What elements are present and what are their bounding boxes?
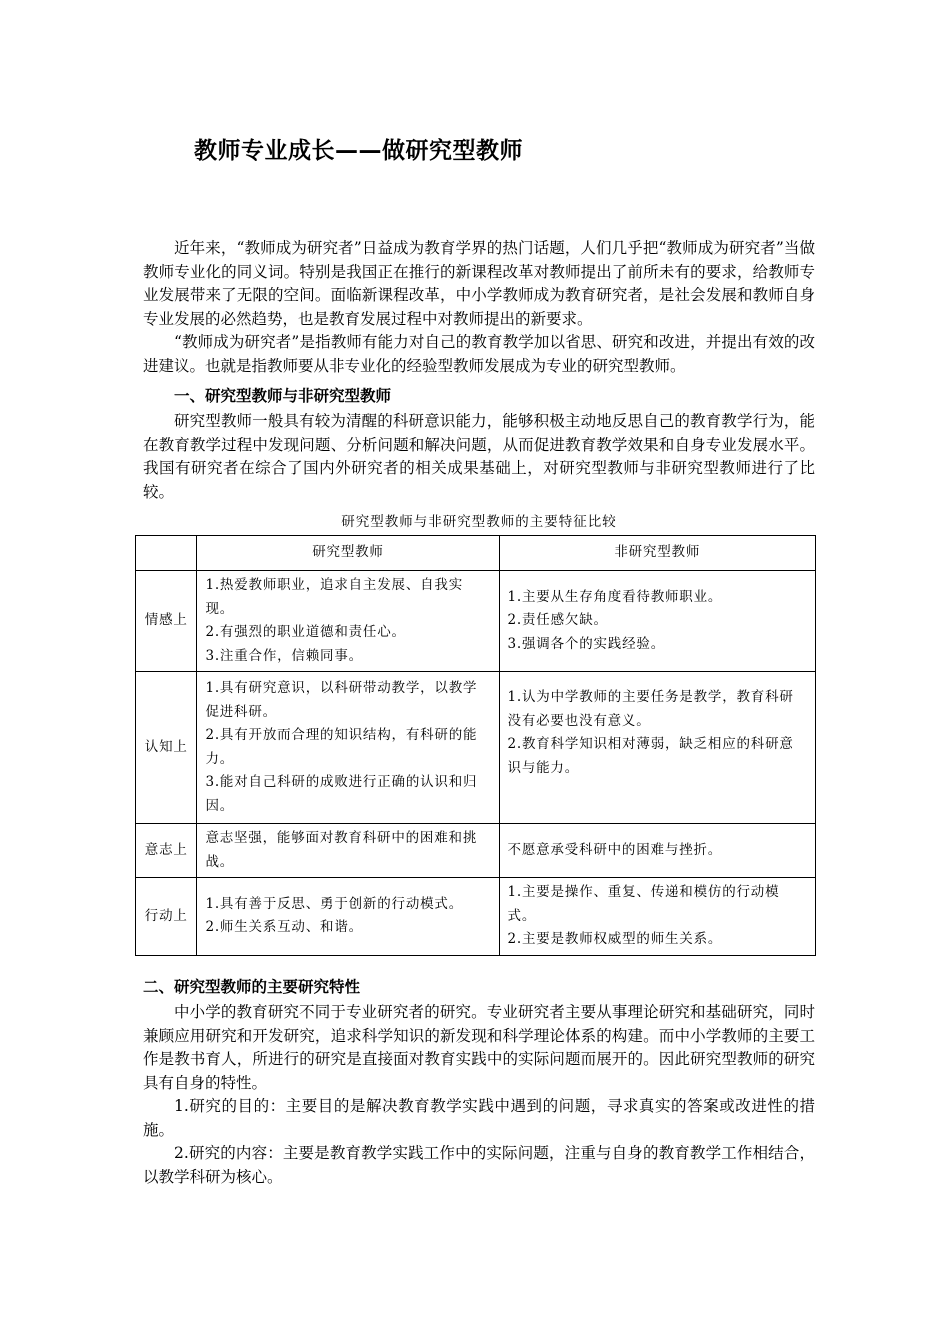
section-2-body — [143, 1001, 815, 1189]
table-header-non-researcher: 非研究型教师 — [499, 536, 815, 571]
non-researcher-cell — [499, 672, 815, 824]
cell-line: 1.热爱教师职业，追求自主发展、自我实现。 — [205, 577, 464, 617]
table-header-researcher: 研究型教师 — [197, 536, 499, 571]
cell-line: 不愿意承受科研中的困难与挫折。 — [507, 841, 723, 858]
section-1-paragraph-1: 研究型教师一般具有较为清醒的科研意识能力，能够积极主动地反思自己的教育教学行为，能在教育教学过程中发现问题、分析问题和解决问题，从而促进教育教学效果和自身专业发展水平。我国有研究者在综合了国内外研究者的相关成果基础上，对研究型教师与非研究型教师进行了比较。 — [143, 412, 815, 501]
researcher-cell — [197, 571, 499, 672]
row-label: 认知上 — [136, 672, 197, 824]
section-1-heading: 一、研究型教师与非研究型教师 — [174, 387, 392, 405]
cell-line: 2.责任感欠缺。 — [507, 612, 608, 629]
cell-line: 1.认为中学教师的主要任务是教学，教育科研没有必要也没有意义。 — [507, 689, 794, 729]
intro-paragraph-1: 近年来，“教师成为研究者”日益成为教育学界的热门话题，人们几乎把“教师成为研究者”当做教师专业化的同义词。特别是我国正在推行的新课程改革对教师提出了前所未有的要求，给教师专业发展带来了无限的空间。面临新课程改革，中小学教师成为教育研究者，是社会发展和教师自身专业发展的必然趋势，也是教育发展过程中对教师提出的新要求。 — [143, 239, 815, 328]
section-2-paragraph-1: 中小学的教育研究不同于专业研究者的研究。专业研究者主要从事理论研究和基础研究，同时兼顾应用研究和开发研究，追求科学知识的新发现和科学理论体系的构建。而中小学教师的主要工作是教书育人，所进行的研究是直接面对教育实践中的实际问题而展开的。因此研究型教师的研究具有自身的特性。 — [143, 1003, 815, 1092]
cell-line: 3.注重合作，信赖同事。 — [205, 647, 363, 664]
cell-line: 1.主要是操作、重复、传递和模仿的行动模式。 — [507, 884, 780, 924]
table-caption: 研究型教师与非研究型教师的主要特征比较 — [341, 514, 617, 530]
table-row — [136, 571, 816, 672]
row-label: 意志上 — [136, 824, 197, 878]
comparison-table — [135, 535, 816, 956]
document-title: 教师专业成长——做研究型教师 — [194, 138, 523, 164]
cell-line: 3.强调各个的实践经验。 — [507, 635, 666, 652]
cell-line: 2.师生关系互动、和谐。 — [205, 919, 363, 936]
cell-line: 意志坚强，能够面对教育科研中的困难和挑战。 — [205, 830, 478, 870]
table-row — [136, 824, 816, 878]
cell-line: 1.具有研究意识，以科研带动教学，以教学促进科研。 — [205, 680, 478, 720]
non-researcher-cell — [499, 878, 815, 956]
table-row — [136, 878, 816, 956]
section-1-body — [143, 410, 815, 504]
section-2-paragraph-2: 1.研究的目的：主要目的是解决教育教学实践中遇到的问题，寻求真实的答案或改进性的措施。 — [143, 1097, 815, 1139]
cell-line: 2.教育科学知识相对薄弱，缺乏相应的科研意识与能力。 — [507, 736, 794, 776]
section-2-heading: 二、研究型教师的主要研究特性 — [143, 978, 361, 996]
researcher-cell — [197, 824, 499, 878]
cell-line: 2.有强烈的职业道德和责任心。 — [205, 624, 406, 640]
cell-line: 2.具有开放而合理的知识结构，有科研的能力。 — [205, 727, 478, 767]
cell-line: 1.具有善于反思、勇于创新的行动模式。 — [205, 895, 464, 912]
cell-line: 2.主要是教师权威型的师生关系。 — [507, 931, 723, 947]
researcher-cell — [197, 672, 499, 824]
non-researcher-cell — [499, 824, 815, 878]
cell-line: 3.能对自己科研的成败进行正确的认识和归因。 — [205, 774, 478, 814]
table-header-row — [136, 536, 816, 571]
cell-line: 1.主要从生存角度看待教师职业。 — [507, 588, 723, 605]
intro-paragraph-2: “教师成为研究者”是指教师有能力对自己的教育教学加以省思、研究和改进，并提出有效的改进建议。也就是指教师要从非专业化的经验型教师发展成为专业的研究型教师。 — [143, 333, 815, 375]
row-label: 行动上 — [136, 878, 197, 956]
non-researcher-cell — [499, 571, 815, 672]
section-2-paragraph-3: 2.研究的内容：主要是教育教学实践工作中的实际问题，注重与自身的教育教学工作相结合，以教学科研为核心。 — [143, 1144, 815, 1186]
table-header-empty — [136, 536, 197, 571]
intro-section — [143, 237, 815, 378]
row-label: 情感上 — [136, 571, 197, 672]
researcher-cell — [197, 878, 499, 956]
table-row — [136, 672, 816, 824]
